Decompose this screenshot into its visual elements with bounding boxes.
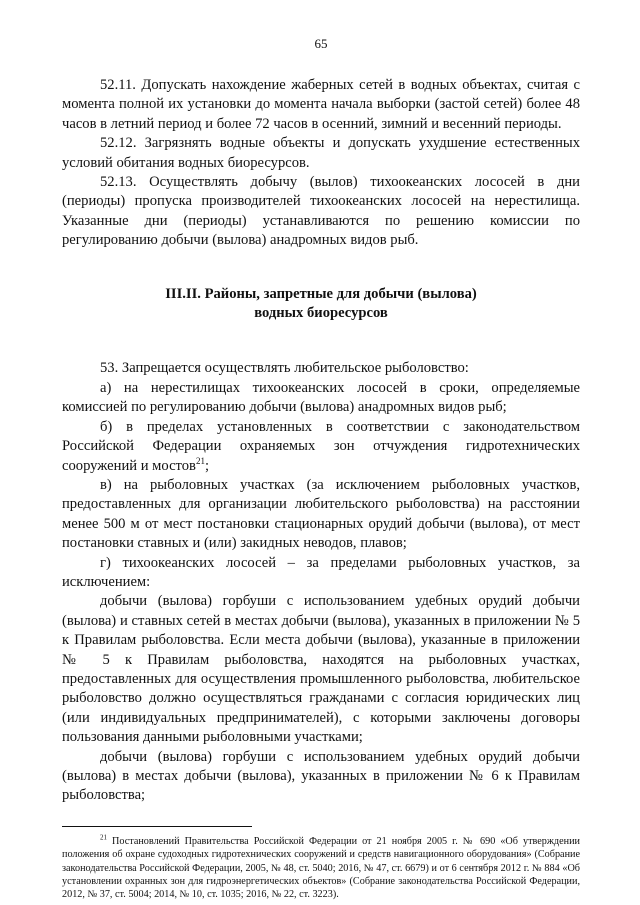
section-heading: [62, 285, 580, 324]
item-b: [62, 418, 580, 476]
footnote: [62, 835, 580, 902]
paragraph-53: 53. Запрещается осуществлять любительское рыболовство:: [100, 360, 469, 377]
section-heading-line-1: III.II. Районы, запретные для добычи (вылова): [165, 285, 477, 302]
page-number: 65: [314, 36, 328, 51]
item-g-exception-2: добычи (вылова) горбуши с использованием удебных орудий добычи (вылова) в местах добычи (вылова), указанных в приложении № 6 к Правилам рыболовства;: [62, 748, 580, 804]
item-v: в) на рыболовных участках (за исключением рыболовных участков, предоставленных для организации любительского рыболовства) на расстоянии менее 500 м от мест постановки стационарных орудий добычи (вылова), от мест постановки ставных и (или) закидных неводов, плавов;: [62, 476, 580, 552]
footnote-text: Постановлений Правительства Российской Федерации от 21 ноября 2005 г. № 690 «Об утверждении положения об охране судоходных гидротехнических сооружений и средств навигационного оборудования» (Собрание законодательства Российской Федерации, 2005, № 48, ст. 5040; 2016, № 47, ст. 6679) и от 6 сентября 2012 г. № 884 «Об установлении охранных зон для гидроэнергетических объектов» (Собрание законодательства Российской Федерации, 2012, № 37, ст. 5004; 2014, № 10, ст. 1035; 2016, № 22, ст. 3223).: [62, 835, 580, 901]
item-b-end: ;: [204, 457, 209, 474]
item-g: г) тихоокеанских лососей – за пределами рыболовных участков, за исключением:: [62, 554, 580, 590]
paragraph-52-12: 52.12. Загрязнять водные объекты и допускать ухудшение естественных условий обитания водных биоресурсов.: [62, 135, 580, 171]
footnote-divider: [62, 826, 252, 827]
paragraph-52-11: 52.11. Допускать нахождение жаберных сетей в водных объектах, считая с момента полной их установки до момента начала выборки (застой сетей) более 48 часов в летний период и более 72 часов в осенний, зимний и весенний периоды.: [62, 77, 580, 132]
footnote-reference: 21: [195, 455, 205, 466]
item-b-text: б) в пределах установленных в соответствии с законодательством Российской Федерации охраняемых зон отчуждения гидротехнических сооружений и мостов: [62, 418, 580, 474]
item-g-exception-1: добычи (вылова) горбуши с использованием удебных орудий добычи (вылова) и ставных сетей в местах добычи (вылова), указанных в приложении № 5 к Правилам рыболовства. Если места добычи (вылова), указанные в приложении № 5 к Правилам рыболовства, находятся на рыболовных участках, предоставленных для осуществления промышленного рыболовства, любительское рыболовство должно осуществляться гражданами с согласия юридических лиц (или индивидуальных предпринимателей), с которыми заключены договоры пользования данными рыболовными участками;: [62, 593, 580, 746]
item-a: а) на нерестилищах тихоокеанских лососей в сроки, определяемые комиссией по регулированию добычи (вылова) анадромных видов рыб;: [62, 379, 580, 416]
section-heading-line-2: водных биоресурсов: [254, 305, 388, 322]
footnote-marker: 21: [100, 833, 107, 842]
paragraph-52-13: 52.13. Осуществлять добычу (вылов) тихоокеанских лососей в дни (периоды) пропуска производителей тихоокеанских лососей на нерестилища. Указанные дни (периоды) устанавливаются по решению комиссии по регулированию добычи (вылова) анадромных видов рыб.: [62, 174, 580, 249]
